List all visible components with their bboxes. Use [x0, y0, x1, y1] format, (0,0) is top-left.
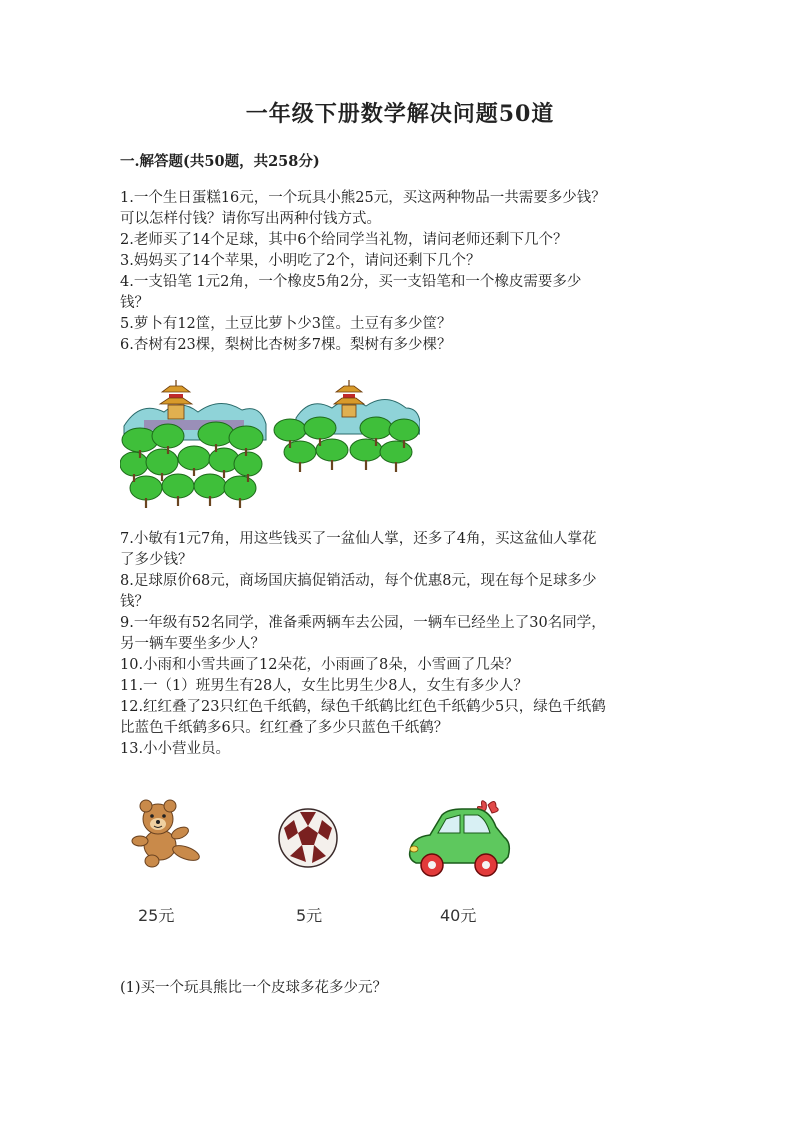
bear-price: 25元	[138, 906, 175, 925]
question-line: 1.一个生日蛋糕16元，一个玩具小熊25元，买这两种物品一共需要多少钱？	[120, 190, 606, 206]
teddy-bear-icon	[130, 797, 210, 869]
question-line: 钱？	[120, 295, 149, 311]
question-line: 了多少钱？	[120, 552, 193, 568]
ball-price: 5元	[296, 906, 323, 925]
pear-grove-illustration	[270, 378, 420, 478]
page-title: 一年级下册数学解决问题50道	[245, 101, 555, 127]
question-line: 5.萝卜有12筐，土豆比萝卜少3筐。土豆有多少筐？	[120, 316, 452, 332]
questions-1-to-6	[120, 188, 680, 356]
question-line: 3.妈妈买了14个苹果，小明吃了2个，请问还剩下几个？	[120, 253, 481, 269]
toy-car-icon	[404, 797, 514, 885]
questions-7-to-13	[120, 529, 680, 760]
soccer-ball-icon	[276, 806, 340, 870]
car-price: 40元	[440, 906, 477, 925]
question-line: 另一辆车要坐多少人？	[120, 636, 265, 652]
question-line: 比蓝色千纸鹤多6只。红红叠了多少只蓝色千纸鹤？	[120, 720, 449, 736]
question-line: 可以怎样付钱？请你写出两种付钱方式。	[120, 211, 381, 227]
question-line: 8.足球原价68元，商场国庆搞促销活动，每个优惠8元，现在每个足球多少	[120, 573, 597, 589]
question-line: 6.杏树有23棵，梨树比杏树多7棵。梨树有多少棵？	[120, 337, 452, 353]
question-line: 2.老师买了14个足球，其中6个给同学当礼物，请问老师还剩下几个？	[120, 232, 568, 248]
question-line: 钱？	[120, 594, 149, 610]
subquestion-1: (1)买一个玩具熊比一个皮球多花多少元？	[120, 980, 388, 996]
question-line: 9.一年级有52名同学，准备乘两辆车去公园，一辆车已经坐上了30名同学，	[120, 615, 606, 631]
question-line: 10.小雨和小雪共画了12朵花，小雨画了8朵，小雪画了几朵？	[120, 657, 519, 673]
question-line: 7.小敏有1元7角，用这些钱买了一盆仙人掌，还多了4角，买这盆仙人掌花	[120, 531, 597, 547]
question-line: 4.一支铅笔 1元2角，一个橡皮5角2分，买一支铅笔和一个橡皮需要多少	[120, 274, 582, 290]
question-line: 13.小小营业员。	[120, 741, 231, 757]
section-heading: 一.解答题(共50题，共258分)	[120, 153, 320, 170]
question-line: 12.红红叠了23只红色千纸鹤，绿色千纸鹤比红色千纸鹤少5只，绿色千纸鹤	[120, 699, 606, 715]
question-line: 11.一（1）班男生有28人，女生比男生少8人，女生有多少人？	[120, 678, 528, 694]
apricot-grove-illustration	[120, 378, 268, 516]
